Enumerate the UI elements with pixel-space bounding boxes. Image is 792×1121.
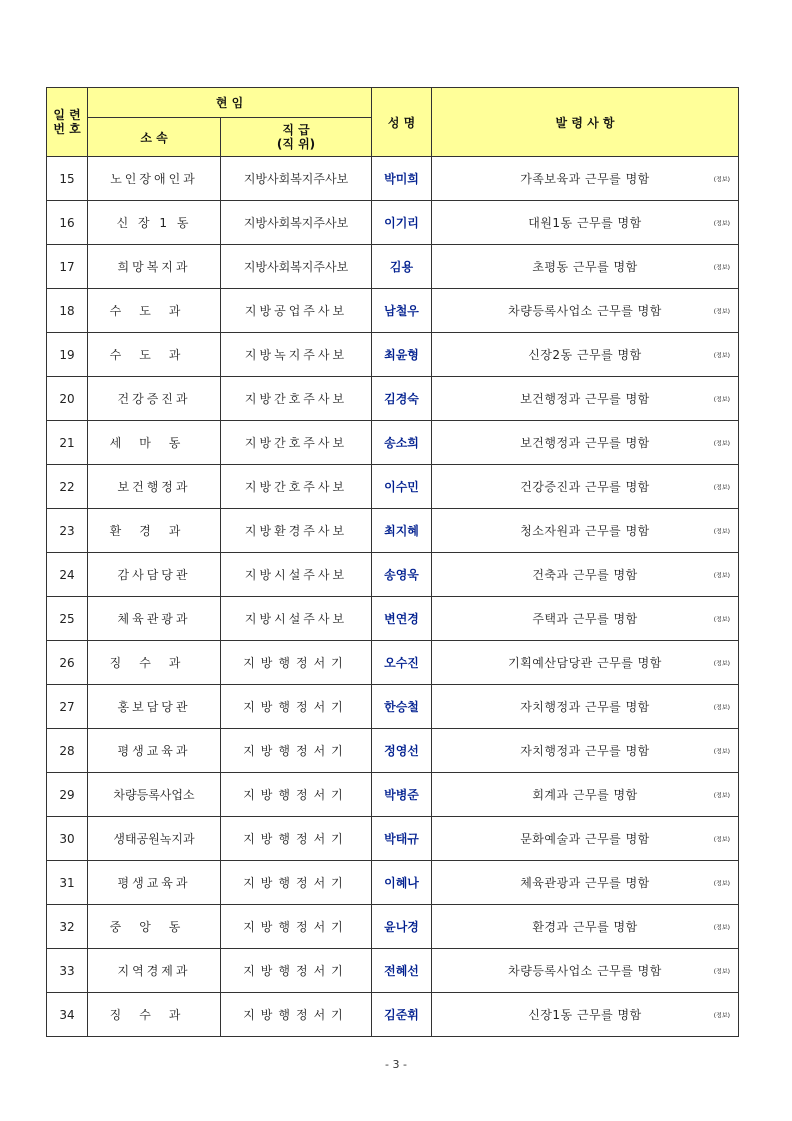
serial-number: 16: [47, 201, 88, 245]
employee-name: 오수진: [372, 641, 432, 685]
order-header: 발 령 사 항: [432, 88, 739, 157]
order-text: 가족보육과 근무를 명함: [520, 172, 650, 186]
classification-tag: (정보): [713, 176, 730, 183]
order-text: 보건행정과 근무를 명함: [520, 392, 650, 406]
order-detail: [432, 509, 739, 553]
classification-tag: (정보): [713, 308, 730, 315]
employee-name: 전혜선: [372, 949, 432, 993]
order-detail: [432, 465, 739, 509]
serial-number: 22: [47, 465, 88, 509]
current-affiliation: 징수과: [88, 993, 221, 1037]
current-rank: 지방행정서기: [221, 861, 372, 905]
table-row: [47, 333, 739, 377]
employee-name: 최지혜: [372, 509, 432, 553]
current-rank: 지방행정서기: [221, 641, 372, 685]
order-text: 체육관광과 근무를 명함: [520, 876, 650, 890]
current-rank: 지방시설주사보: [221, 597, 372, 641]
current-rank: 지방사회복지주사보: [221, 157, 372, 201]
current-affiliation: 세마동: [88, 421, 221, 465]
serial-number: 24: [47, 553, 88, 597]
current-affiliation: 징수과: [88, 641, 221, 685]
table-row: [47, 377, 739, 421]
order-text: 회계과 근무를 명함: [532, 788, 638, 802]
serial-number: 25: [47, 597, 88, 641]
classification-tag: (정보): [713, 484, 730, 491]
order-text: 건축과 근무를 명함: [532, 568, 638, 582]
current-affiliation: 차량등록사업소: [88, 773, 221, 817]
classification-tag: (정보): [713, 396, 730, 403]
order-text: 환경과 근무를 명함: [532, 920, 638, 934]
current-rank: 지방행정서기: [221, 817, 372, 861]
serial-number: 19: [47, 333, 88, 377]
serial-number: 15: [47, 157, 88, 201]
order-detail: [432, 597, 739, 641]
order-text: 건강증진과 근무를 명함: [520, 480, 650, 494]
table-row: [47, 949, 739, 993]
employee-name: 변연경: [372, 597, 432, 641]
order-text: 차량등록사업소 근무를 명함: [508, 964, 662, 978]
page-number: - 3 -: [385, 1058, 407, 1071]
order-text: 신장2동 근무를 명함: [528, 348, 642, 362]
table-row: [47, 817, 739, 861]
serial-number: 34: [47, 993, 88, 1037]
employee-name: 남철우: [372, 289, 432, 333]
order-detail: [432, 861, 739, 905]
employee-name: 박미희: [372, 157, 432, 201]
current-position-header: 현 임: [88, 88, 372, 118]
current-affiliation: 평생교육과: [88, 861, 221, 905]
employee-name: 송영욱: [372, 553, 432, 597]
serial-number: 29: [47, 773, 88, 817]
order-text: 보건행정과 근무를 명함: [520, 436, 650, 450]
order-detail: [432, 905, 739, 949]
affiliation-header: 소 속: [88, 118, 221, 157]
classification-tag: (정보): [713, 924, 730, 931]
classification-tag: (정보): [713, 264, 730, 271]
serial-number: 26: [47, 641, 88, 685]
order-text: 신장1동 근무를 명함: [528, 1008, 642, 1022]
classification-tag: (정보): [713, 528, 730, 535]
current-rank: 지방행정서기: [221, 905, 372, 949]
serial-number: 23: [47, 509, 88, 553]
order-text: 청소자원과 근무를 명함: [520, 524, 650, 538]
classification-tag: (정보): [713, 616, 730, 623]
serial-number-header: 일 련 번 호: [47, 88, 88, 157]
classification-tag: (정보): [713, 836, 730, 843]
employee-name: 김경숙: [372, 377, 432, 421]
current-rank: 지방간호주사보: [221, 465, 372, 509]
order-detail: [432, 553, 739, 597]
employee-name: 윤나경: [372, 905, 432, 949]
employee-name: 정영선: [372, 729, 432, 773]
table-row: [47, 421, 739, 465]
current-rank: 지방행정서기: [221, 949, 372, 993]
order-detail: [432, 377, 739, 421]
current-affiliation: 체육관광과: [88, 597, 221, 641]
current-rank: 지방공업주사보: [221, 289, 372, 333]
table-row: [47, 641, 739, 685]
table-row: [47, 289, 739, 333]
table-row: [47, 245, 739, 289]
table-body: [47, 157, 739, 1037]
current-rank: 지방간호주사보: [221, 377, 372, 421]
classification-tag: (정보): [713, 440, 730, 447]
serial-number: 21: [47, 421, 88, 465]
classification-tag: (정보): [713, 748, 730, 755]
serial-number: 28: [47, 729, 88, 773]
order-text: 문화예술과 근무를 명함: [520, 832, 650, 846]
order-detail: [432, 773, 739, 817]
order-detail: [432, 333, 739, 377]
serial-number: 32: [47, 905, 88, 949]
employee-name: 이기리: [372, 201, 432, 245]
table-row: [47, 157, 739, 201]
order-detail: [432, 289, 739, 333]
employee-name: 김용: [372, 245, 432, 289]
classification-tag: (정보): [713, 572, 730, 579]
current-affiliation: 지역경제과: [88, 949, 221, 993]
serial-number: 31: [47, 861, 88, 905]
order-text: 자치행정과 근무를 명함: [520, 700, 650, 714]
order-detail: [432, 817, 739, 861]
current-rank: 지방사회복지주사보: [221, 245, 372, 289]
serial-number: 20: [47, 377, 88, 421]
current-rank: 지방환경주사보: [221, 509, 372, 553]
serial-number: 17: [47, 245, 88, 289]
employee-name: 이수민: [372, 465, 432, 509]
employee-name: 박태규: [372, 817, 432, 861]
current-rank: 지방간호주사보: [221, 421, 372, 465]
classification-tag: (정보): [713, 968, 730, 975]
order-detail: [432, 245, 739, 289]
classification-tag: (정보): [713, 1012, 730, 1019]
table-row: [47, 773, 739, 817]
order-detail: [432, 641, 739, 685]
current-affiliation: 희망복지과: [88, 245, 221, 289]
current-rank: 지방시설주사보: [221, 553, 372, 597]
current-affiliation: 중앙동: [88, 905, 221, 949]
current-rank: 지방행정서기: [221, 685, 372, 729]
current-affiliation: 건강증진과: [88, 377, 221, 421]
table-row: [47, 905, 739, 949]
current-rank: 지방행정서기: [221, 993, 372, 1037]
table-row: [47, 553, 739, 597]
classification-tag: (정보): [713, 352, 730, 359]
table-row: [47, 509, 739, 553]
current-rank: 지방사회복지주사보: [221, 201, 372, 245]
table-row: [47, 201, 739, 245]
rank-header: 직 급 (직 위): [221, 118, 372, 157]
current-affiliation: 홍보담당관: [88, 685, 221, 729]
employee-name: 박병준: [372, 773, 432, 817]
order-text: 주택과 근무를 명함: [532, 612, 638, 626]
current-affiliation: 보건행정과: [88, 465, 221, 509]
order-detail: [432, 201, 739, 245]
table-row: [47, 685, 739, 729]
current-affiliation: 수도과: [88, 333, 221, 377]
current-affiliation: 노인장애인과: [88, 157, 221, 201]
table-row: [47, 597, 739, 641]
table-row: [47, 729, 739, 773]
table-row: [47, 861, 739, 905]
order-detail: [432, 685, 739, 729]
current-affiliation: 신 장 1 동: [88, 201, 221, 245]
current-rank: 지방행정서기: [221, 729, 372, 773]
classification-tag: (정보): [713, 660, 730, 667]
table-row: [47, 465, 739, 509]
order-text: 차량등록사업소 근무를 명함: [508, 304, 662, 318]
classification-tag: (정보): [713, 792, 730, 799]
serial-number: 27: [47, 685, 88, 729]
current-affiliation: 평생교육과: [88, 729, 221, 773]
serial-number: 33: [47, 949, 88, 993]
order-detail: [432, 157, 739, 201]
employee-name: 최윤형: [372, 333, 432, 377]
current-affiliation: 감사담당관: [88, 553, 221, 597]
order-detail: [432, 993, 739, 1037]
classification-tag: (정보): [713, 220, 730, 227]
employee-name: 한승철: [372, 685, 432, 729]
order-text: 기획예산담당관 근무를 명함: [508, 656, 662, 670]
classification-tag: (정보): [713, 880, 730, 887]
personnel-order-table: [46, 87, 739, 1037]
order-text: 대원1동 근무를 명함: [528, 216, 642, 230]
order-text: 자치행정과 근무를 명함: [520, 744, 650, 758]
current-affiliation: 환경과: [88, 509, 221, 553]
employee-name: 송소희: [372, 421, 432, 465]
current-affiliation: 생태공원녹지과: [88, 817, 221, 861]
current-rank: 지방행정서기: [221, 773, 372, 817]
order-detail: [432, 949, 739, 993]
table-row: [47, 993, 739, 1037]
serial-number: 30: [47, 817, 88, 861]
current-affiliation: 수도과: [88, 289, 221, 333]
classification-tag: (정보): [713, 704, 730, 711]
name-header: 성 명: [372, 88, 432, 157]
employee-name: 이혜나: [372, 861, 432, 905]
serial-number: 18: [47, 289, 88, 333]
current-rank: 지방녹지주사보: [221, 333, 372, 377]
employee-name: 김준휘: [372, 993, 432, 1037]
order-detail: [432, 729, 739, 773]
order-detail: [432, 421, 739, 465]
order-text: 초평동 근무를 명함: [532, 260, 638, 274]
